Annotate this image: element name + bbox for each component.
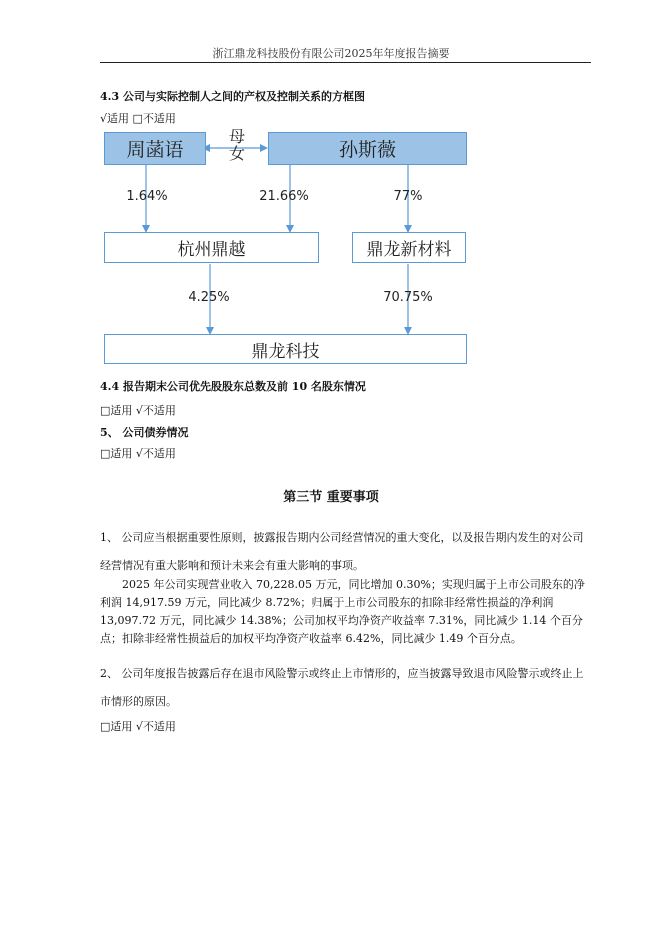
node-hangzhou: 杭州鼎越: [104, 232, 319, 263]
section-4-4-heading: 4.4 报告期末公司优先股股东总数及前 10 名股东情况: [100, 380, 366, 393]
section-4-3-applicability: √适用 □不适用: [100, 112, 176, 125]
edge-label-zhou-hangzhou: 1.64%: [126, 189, 168, 204]
node-sun: 孙斯薇: [268, 132, 467, 165]
node-tech: 鼎龙科技: [104, 334, 467, 364]
node-zhou: 周菡语: [104, 132, 206, 165]
edge-label-newmat-tech: 70.75%: [383, 290, 433, 305]
section-4-4-applicability: □适用 √不适用: [100, 404, 176, 417]
section-5-heading: 5、 公司债券情况: [100, 426, 189, 439]
page-header: 浙江鼎龙科技股份有限公司2025年年度报告摘要: [212, 47, 450, 60]
edge-label-sun-hangzhou: 21.66%: [259, 189, 309, 204]
edge-label-hangzhou-tech: 4.25%: [188, 290, 230, 305]
item-1-detail: 2025 年公司实现营业收入 70,228.05 万元，同比增加 0.30%；实现归属于上市公司股东的净利润 14,917.59 万元，同比减少 8.72%；归属于上市公司股东的扣除非经常性损益的净利润 13,097.72 万元，同比减少 14.38%；公司加权平均净资产收益率 7.31%，同比减少 1.14 个百分点；扣除非经常性损益后的加权平均净资产收益率 6.42%，同比减少 1.49 个百分点。: [100, 578, 585, 645]
node-newmat: 鼎龙新材料: [352, 232, 466, 263]
header-divider: [100, 62, 591, 63]
relation-label: 母女: [228, 127, 245, 163]
section-5-applicability: □适用 √不适用: [100, 447, 176, 460]
item-1-text: 1、 公司应当根据重要性原则，披露报告期内公司经营情况的重大变化，以及报告期内发生的对公司经营情况有重大影响和预计未来会有重大影响的事项。: [100, 531, 584, 572]
edge-label-sun-newmat: 77%: [393, 189, 423, 204]
section-3-title: 第三节 重要事项: [283, 490, 379, 505]
item-2-text: 2、 公司年度报告披露后存在退市风险警示或终止上市情形的，应当披露导致退市风险警示或终止上市情形的原因。: [100, 667, 584, 708]
section-4-3-heading: 4.3 公司与实际控制人之间的产权及控制关系的方框图: [100, 90, 365, 103]
ownership-diagram: [100, 128, 470, 368]
item-2-applicability: □适用 √不适用: [100, 720, 176, 733]
